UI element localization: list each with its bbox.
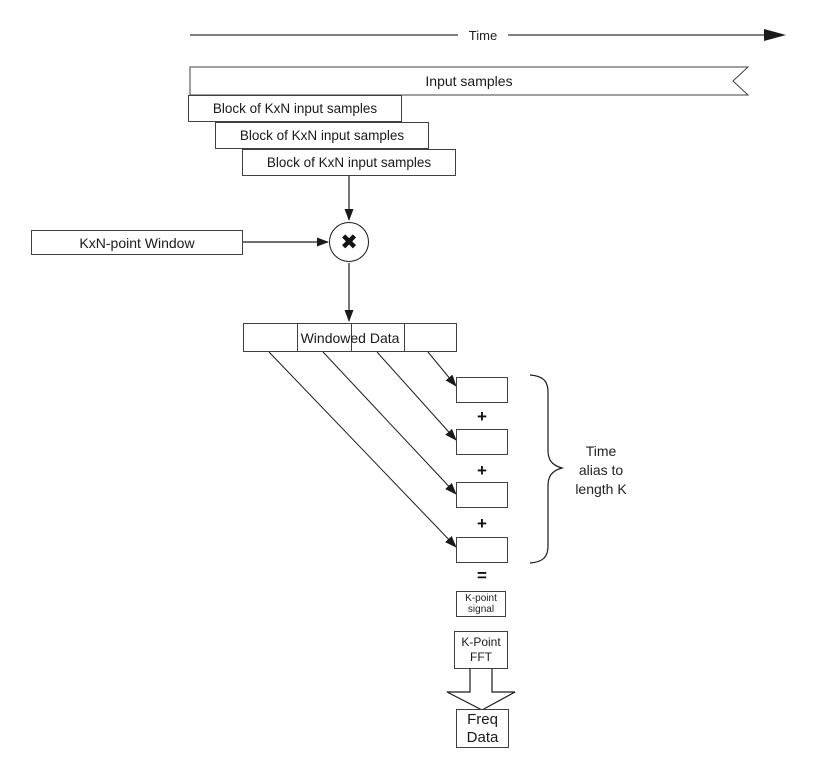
kpoint-fft-label-line-2: FFT (470, 650, 492, 664)
alias-brace-label-line-3: length K (575, 481, 627, 497)
multiply-node (329, 222, 369, 262)
alias-box-3 (456, 482, 508, 508)
kpoint-signal-box (456, 591, 506, 617)
plus-operator-1: + (477, 407, 487, 426)
kpoint-signal-label-line-2: signal (467, 604, 495, 615)
multiply-icon: ✖ (340, 230, 358, 254)
block-box-1 (188, 95, 402, 122)
alias-brace (530, 375, 562, 563)
block-box-2 (215, 122, 429, 149)
freq-data-label-line-2: Data (466, 728, 499, 746)
alias-brace-label (563, 442, 639, 499)
kpoint-signal-label-line-1: K-point (465, 593, 497, 604)
alias-arrow-3 (377, 352, 456, 440)
alias-arrow-1 (269, 352, 456, 547)
window-box (31, 230, 243, 255)
freq-data-label-line-1: Freq (467, 710, 498, 728)
plus-operator-2: + (477, 461, 487, 480)
alias-box-1 (456, 377, 508, 403)
kpoint-fft-label-line-1: K-Point (461, 635, 501, 649)
block-label-1: Block of KxN input samples (212, 101, 378, 116)
down-block-arrow-icon (447, 669, 515, 710)
window-box-label: KxN-point Window (79, 234, 195, 251)
block-label-3: Block of KxN input samples (266, 155, 432, 170)
alias-box-4 (456, 537, 508, 563)
equals-operator: = (477, 566, 487, 585)
block-label-2: Block of KxN input samples (239, 128, 405, 143)
freq-data-box (456, 709, 509, 748)
alias-arrow-4 (428, 352, 456, 386)
plus-operator-3: + (477, 514, 487, 533)
alias-box-2 (456, 429, 508, 455)
time-axis-label: Time (458, 27, 508, 44)
kpoint-fft-box (454, 631, 508, 669)
alias-brace-label-line-2: alias to (578, 462, 624, 478)
block-box-3 (242, 149, 456, 176)
alias-brace-label-line-1: Time (585, 443, 617, 459)
input-samples-label: Input samples (425, 73, 513, 89)
time-axis-arrowhead-icon (764, 29, 786, 41)
windowed-data-label: Windowed Data (300, 329, 400, 346)
alias-arrow-2 (323, 352, 456, 494)
